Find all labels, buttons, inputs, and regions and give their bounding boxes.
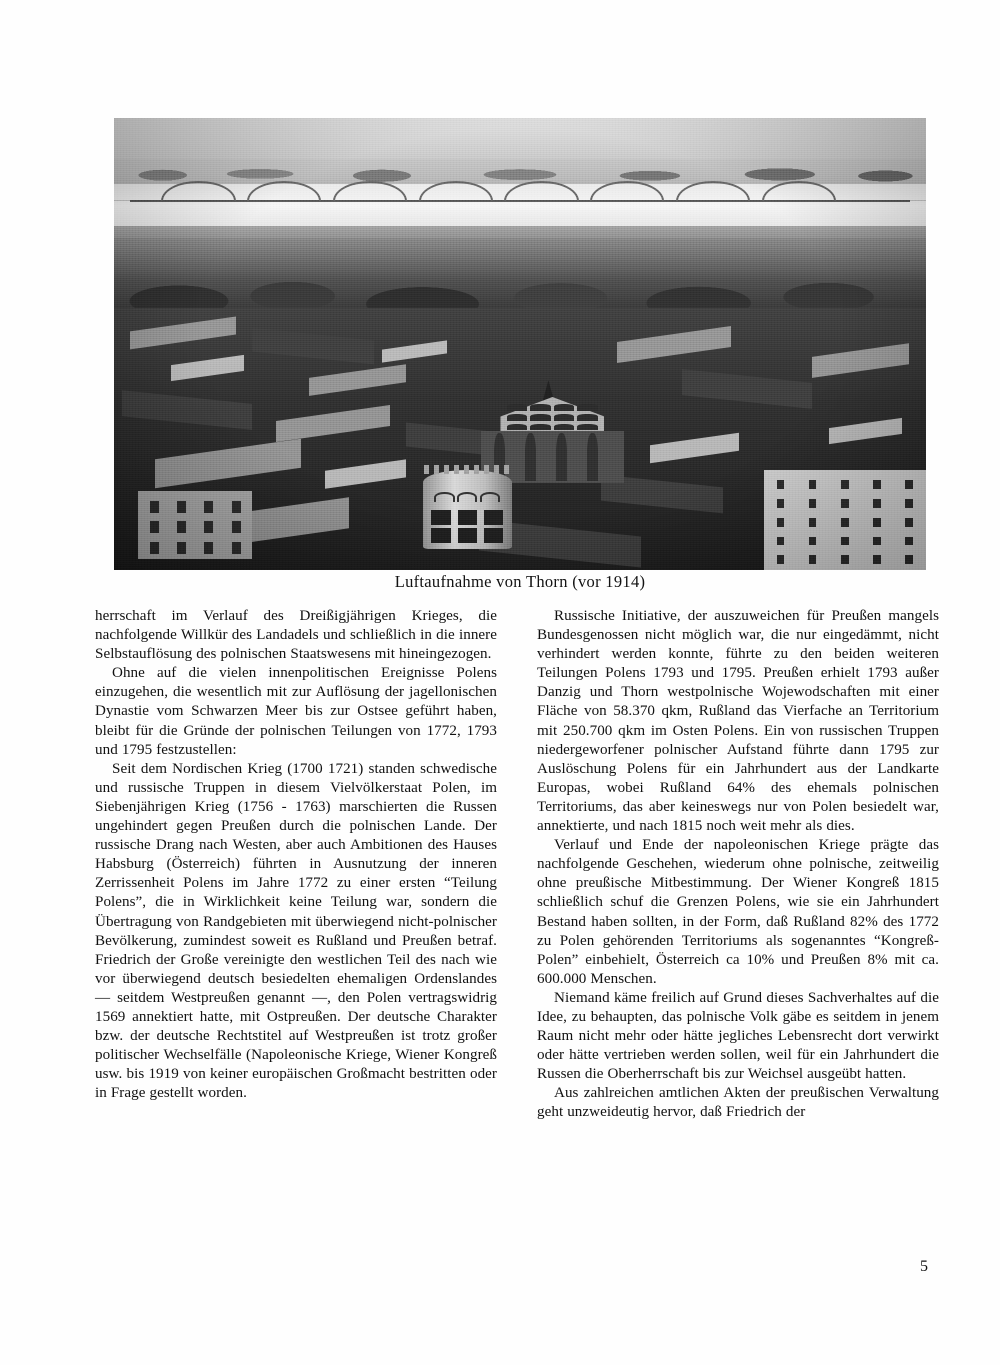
tower-arched-windows — [433, 491, 501, 504]
photo-pale-house — [138, 491, 252, 559]
figure-photograph — [114, 118, 926, 570]
pale-house-windows — [150, 501, 241, 554]
paragraph: Ohne auf die vielen innenpolitischen Ereignisse Polens einzugehen, die wesentlich mit zur Auflösung der jagellonischen Dynastie vom Schwarzen Meer bis zur Ostsee geführt haben, bleibt für die Gründe der polnischen Teilungen von 1772, 1793 und 1795 festzustellen: — [95, 665, 497, 758]
page-number: 5 — [920, 1258, 928, 1275]
paragraph: Russische Initiative, der auszuweichen für Preußen mangels Bundesgenossen nicht möglich war, die nur eingedämmt, nicht verhindert werden konnte, führte zu den beiden weiteren Teilungen Polens 1793 und 1795. Preußen erhielt 1793 außer Danzig und Thorn westpolnische Wojewodschaften mit einer Fläche von 58.370 qkm, Rußland das Vierfache an Territorium mit 250.700 qkm im Osten Polens. Ein von russischen Truppen niedergeworfener polnischer Aufstand führte dann 1795 zur Auslöschung Polens für ein Jahrhundert aus der Landkarte Europas, wobei Rußland 64% des ehemals polnischen Territoriums, das aber keineswegs nur von Polen besiedelt war, annektierte, und nach 1815 noch weit mehr als dies. — [537, 608, 939, 835]
body-columns — [95, 607, 940, 1123]
left-column — [95, 607, 497, 1123]
paragraph: Niemand käme freilich auf Grund dieses Sachverhaltes auf die Idee, zu behaupten, das polnische Volk gäbe es seitdem in jenem Raum nicht mehr oder hätte jegliches Lebensrecht dort verwirkt oder hätte vertrieben werden sollen, weil für ein Jahrhundert die Russen die Oberherrschaft bis zur Weichsel ausgeübt hatten. — [537, 989, 939, 1083]
tower-window-slits — [431, 510, 502, 543]
paragraph: Verlauf und Ende der napoleonischen Kriege prägte das nachfolgende Geschehen, wiederum ohne polnische, zeitweilig ohne preußische Mitbestimmung. Der Wiener Kongreß 1815 schließlich schuf die Grenzen Polens, wie sie ein Jahrhundert Bestand haben sollten, in der Form, daß Rußland 82% des 1772 zu Polen gehörenden Territoriums als sogenanntes “Kongreß-Polen” einbehielt, Österreich ca 10% und Preußen 8% mit ca. 600.000 Menschen. — [537, 837, 939, 987]
tower-crenellation — [424, 465, 510, 474]
church-gable-windows — [507, 404, 598, 430]
right-column — [537, 607, 939, 1123]
photo-bridge — [130, 181, 910, 213]
photo-canvas — [114, 118, 926, 570]
photo-round-tower — [423, 470, 512, 549]
photo-tenement-block — [764, 470, 926, 570]
tenement-windows — [777, 480, 913, 564]
photo-foreground-town — [114, 308, 926, 570]
paragraph: Aus zahlreichen amtlichen Akten der preußischen Verwaltung geht unzweideutig hervor, daß Friedrich der — [537, 1085, 939, 1121]
figure-caption: Luftaufnahme von Thorn (vor 1914) — [394, 572, 646, 591]
paragraph: herrschaft im Verlauf des Dreißigjährigen Krieges, die nachfolgende Willkür des Landadels und schließlich in die innere Selbstauflösung des polnischen Staatswesens mit hineingezogen. — [95, 608, 497, 663]
paragraph: Seit dem Nordischen Krieg (1700 1721) standen schwedische und russische Truppen in diesem Vielvölkerstaat Polen, im Siebenjährigen Krieg (1756 - 1763) marschierten die Russen ungehindert gegen Preußen durch die polnischen Lande. Der russische Drang nach Westen, aber auch Ambitionen des Hauses Habsburg (Österreich) führten in Ausnutzung der inneren Zerrissenheit Polens im Jahre 1772 zu einer ersten “Teilung Polens”, die in Wirklichkeit keine Teilung war, sondern die Übertragung von Randgebieten mit überwiegend nicht-polnischer Bevölkerung, zumindest soweit es Rußland und Preußen betraf. Friedrich der Große vereinigte den westlichen Teil des nach wie vor überwiegend deutsch besiedelten ehemaligen Ordenslandes — seitdem Westpreußen genannt —, den Polen vertragswidrig 1569 annektiert hatte, mit Ostpreußen. Der deutsche Charakter bzw. der deutsche Rechtstitel auf Westpreußen ist trotz großer politischer Wechselfälle (Napoleonische Kriege, Wiener Kongreß usw. bis 1919 von keiner europäischen Großmacht bestritten oder in Frage gestellt worden. — [95, 760, 497, 1102]
